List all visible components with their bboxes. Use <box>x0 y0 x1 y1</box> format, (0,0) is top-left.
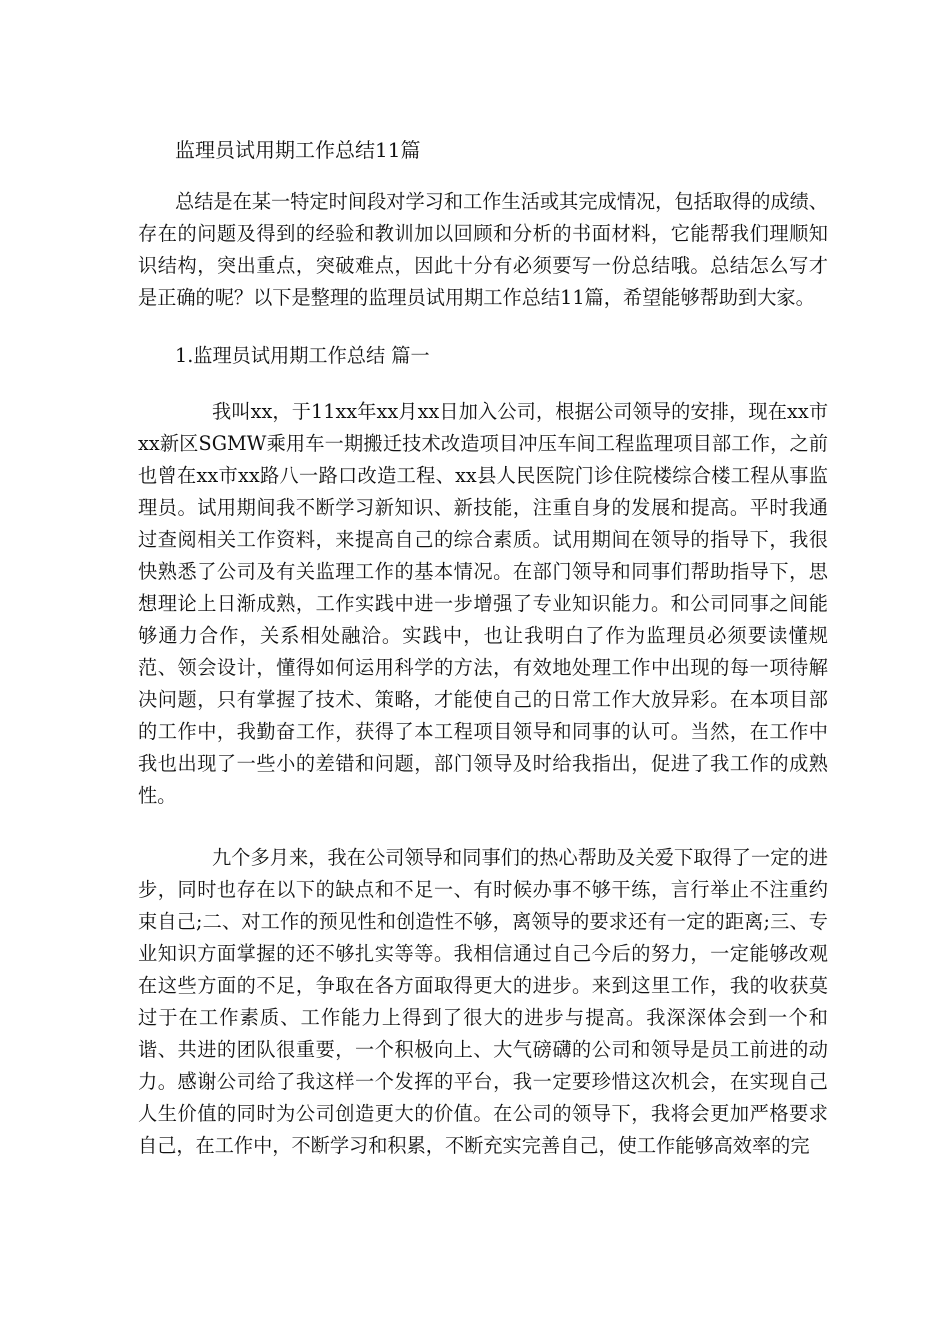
body-paragraph-2: 九个多月来，我在公司领导和同事们的热心帮助及关爱下取得了一定的进步，同时也存在以下的缺点和不足一、有时候办事不够干练，言行举止不注重约束自己;二、对工作的预见性和创造性不够，离领导的要求还有一定的距离;三、专业知识方面掌握的还不够扎实等等。我相信通过自己今后的努力，一定能够改观在这些方面的不足，争取在各方面取得更大的进步。来到这里工作，我的收获莫过于在工作素质、工作能力上得到了很大的进步与提高。我深深体会到一个和谐、共进的团队很重要，一个积极向上、大气磅礴的公司和领导是员工前进的动力。感谢公司给了我这样一个发挥的平台，我一定要珍惜这次机会，在实现自己人生价值的同时为公司创造更大的价值。在公司的领导下，我将会更加严格要求自己，在工作中，不断学习和积累，不断充实完善自己，使工作能够高效率的完 <box>138 846 828 1157</box>
intro-paragraph: 总结是在某一特定时间段对学习和工作生活或其完成情况，包括取得的成绩、存在的问题及得到的经验和教训加以回顾和分析的书面材料，它能帮我们理顺知识结构，突出重点，突破难点，因此十分有必须要写一份总结哦。总结怎么写才是正确的呢？以下是整理的监理员试用期工作总结11篇，希望能够帮助到大家。 <box>138 190 828 309</box>
document-title: 监理员试用期工作总结11篇 <box>175 138 421 162</box>
body-paragraph-1: 我叫xx，于11xx年xx月xx日加入公司，根据公司领导的安排，现在xx市xx新区SGMW乘用车一期搬迁技术改造项目冲压车间工程监理项目部工作，之前也曾在xx市xx路八一路口改造工程、xx县人民医院门诊住院楼综合楼工程从事监理员。试用期间我不断学习新知识、新技能，注重自身的发展和提高。平时我通过查阅相关工作资料，来提高自己的综合素质。试用期间在领导的指导下，我很快熟悉了公司及有关监理工作的基本情况。在部门领导和同事们帮助指导下，思想理论上日渐成熟，工作实践中进一步增强了专业知识能力。和公司同事之间能够通力合作，关系相处融洽。实践中，也让我明白了作为监理员必须要读懂规范、领会设计，懂得如何运用科学的方法，有效地处理工作中出现的每一项待解决问题，只有掌握了技术、策略，才能使自己的日常工作大放异彩。在本项目部的工作中，我勤奋工作，获得了本工程项目领导和同事的认可。当然，在工作中我也出现了一些小的差错和问题，部门领导及时给我指出，促进了我工作的成熟性。 <box>138 400 828 807</box>
section-heading: 1.监理员试用期工作总结 篇一 <box>175 344 430 367</box>
